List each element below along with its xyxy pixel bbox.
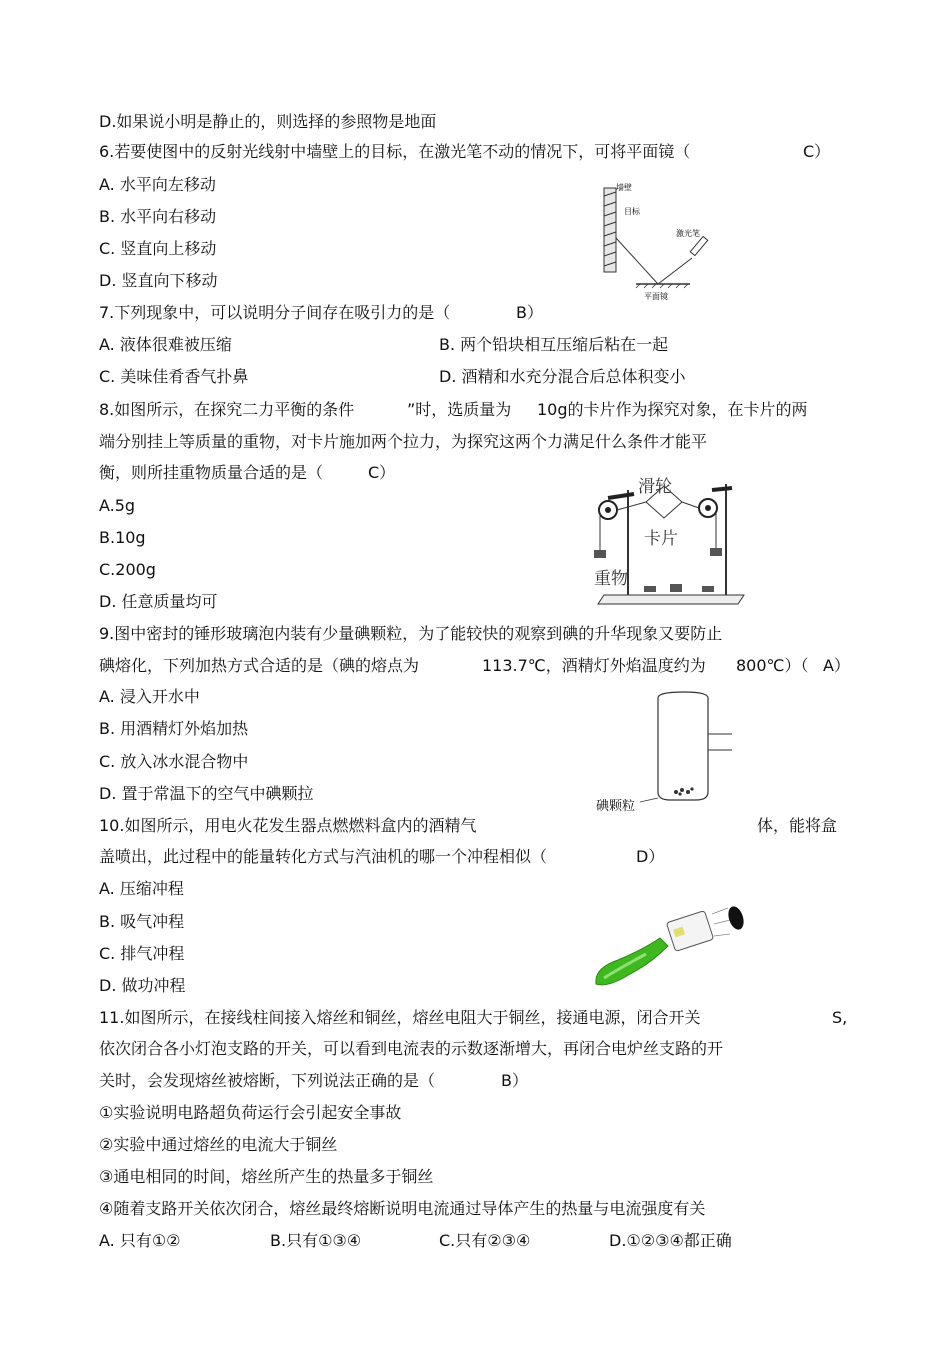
q6-label-target: 目标 — [624, 207, 640, 216]
q10-spark-generator-figure — [590, 898, 750, 993]
q10-option-b: B. 吸气冲程 — [99, 912, 185, 931]
q10-option-a: A. 压缩冲程 — [99, 879, 184, 898]
q6-label-laser: 激光笔 — [676, 229, 700, 238]
q6-label-wall: 墙壁 — [616, 183, 632, 192]
q7-option-c: C. 美味佳肴香气扑鼻 — [99, 367, 249, 386]
q7-option-a: A. 液体很难被压缩 — [99, 335, 232, 354]
q8-stem-1b: ”时，选质量为 — [407, 400, 512, 419]
q6-option-c: C. 竖直向上移动 — [99, 239, 217, 258]
q6-answer: C） — [803, 142, 831, 161]
q11-option-c: C.只有②③④ — [439, 1231, 531, 1250]
q7-option-b: B. 两个铅块相互压缩后粘在一起 — [439, 335, 669, 354]
q6-mirror-figure — [600, 178, 730, 302]
q11-statement-1: ①实验说明电路超负荷运行会引起安全事故 — [99, 1103, 402, 1122]
q8-option-b: B.10g — [99, 528, 146, 547]
q9-stem-2a: 碘熔化，下列加热方式合适的是（碘的熔点为 — [99, 656, 420, 675]
q11-stem-1a: 11.如图所示，在接线柱间接入熔丝和铜丝，熔丝电阻大于铜丝，接通电源，闭合开关 — [99, 1008, 701, 1027]
q8-label-card: 卡片 — [644, 529, 678, 549]
q6-stem: 6.若要使图中的反射光线射中墙壁上的目标，在激光笔不动的情况下，可将平面镜（ — [99, 142, 691, 161]
q6-option-d: D. 竖直向下移动 — [99, 271, 218, 290]
q11-option-a: A. 只有①② — [99, 1231, 181, 1250]
q11-option-b: B.只有①③④ — [270, 1231, 362, 1250]
q10-answer: D） — [636, 847, 665, 866]
q10-stem-1b: 体，能将盒 — [757, 816, 838, 835]
q9-stem-1: 9.图中密封的锤形玻璃泡内装有少量碘颗粒，为了能较快的观察到碘的升华现象又要防止 — [99, 624, 723, 643]
q10-stem-1a: 10.如图所示，用电火花发生器点燃燃料盒内的酒精气 — [99, 816, 477, 835]
q10-option-c: C. 排气冲程 — [99, 944, 185, 963]
q9-stem-2c: 800℃）（ — [736, 656, 809, 675]
q6-label-mirror: 平面镜 — [644, 292, 668, 301]
q8-label-weight: 重物 — [594, 569, 628, 589]
q11-stem-1b: S, — [832, 1008, 848, 1027]
q9-iodine-bulb-figure — [596, 688, 741, 816]
q8-label-pulley: 滑轮 — [638, 477, 672, 497]
q6-option-a: A. 水平向左移动 — [99, 175, 216, 194]
q9-option-c: C. 放入冰水混合物中 — [99, 752, 249, 771]
q10-stem-2: 盖喷出，此过程中的能量转化方式与汽油机的哪一个冲程相似（ — [99, 847, 548, 866]
q11-statement-4: ④随着支路开关依次闭合，熔丝最终熔断说明电流通过导体产生的热量与电流强度有关 — [99, 1199, 706, 1218]
q10-option-d: D. 做功冲程 — [99, 976, 186, 995]
q8-stem-1c: 10g的卡片作为探究对象，在卡片的两 — [537, 400, 808, 419]
q6-option-b: B. 水平向右移动 — [99, 207, 217, 226]
q8-two-force-figure — [594, 470, 754, 610]
q8-option-d: D. 任意质量均可 — [99, 592, 218, 611]
q8-option-c: C.200g — [99, 560, 156, 579]
q9-option-b: B. 用酒精灯外焰加热 — [99, 719, 249, 738]
q5-option-d: D.如果说小明是静止的，则选择的参照物是地面 — [99, 112, 437, 131]
q8-stem-3: 衡，则所挂重物质量合适的是（ — [99, 463, 324, 482]
q8-option-a: A.5g — [99, 496, 136, 515]
q9-label-iodine: 碘颗粒 — [596, 799, 636, 814]
q9-answer: A） — [823, 656, 850, 675]
q11-stem-3: 关时，会发现熔丝被熔断，下列说法正确的是（ — [99, 1071, 436, 1090]
q9-option-a: A. 浸入开水中 — [99, 687, 200, 706]
q11-stem-2: 依次闭合各小灯泡支路的开关，可以看到电流表的示数逐渐增大，再闭合电炉丝支路的开 — [99, 1039, 724, 1058]
q11-statement-2: ②实验中通过熔丝的电流大于铜丝 — [99, 1135, 338, 1154]
q11-statement-3: ③通电相同的时间，熔丝所产生的热量多于铜丝 — [99, 1167, 434, 1186]
q8-stem-1: 8.如图所示，在探究二力平衡的条件 — [99, 400, 355, 419]
q7-stem: 7.下列现象中，可以说明分子间存在吸引力的是（ — [99, 303, 451, 322]
q8-answer: C） — [368, 463, 396, 482]
q8-stem-2: 端分别挂上等质量的重物，对卡片施加两个拉力，为探究这两个力满足什么条件才能平 — [99, 432, 708, 451]
q9-option-d: D. 置于常温下的空气中碘颗拉 — [99, 784, 314, 803]
q7-option-d: D. 酒精和水充分混合后总体积变小 — [439, 367, 686, 386]
q7-answer: B） — [516, 303, 543, 322]
q11-answer: B） — [501, 1071, 528, 1090]
q11-option-d: D.①②③④都正确 — [609, 1231, 732, 1250]
q9-stem-2b: 113.7℃，酒精灯外焰温度约为 — [482, 656, 706, 675]
